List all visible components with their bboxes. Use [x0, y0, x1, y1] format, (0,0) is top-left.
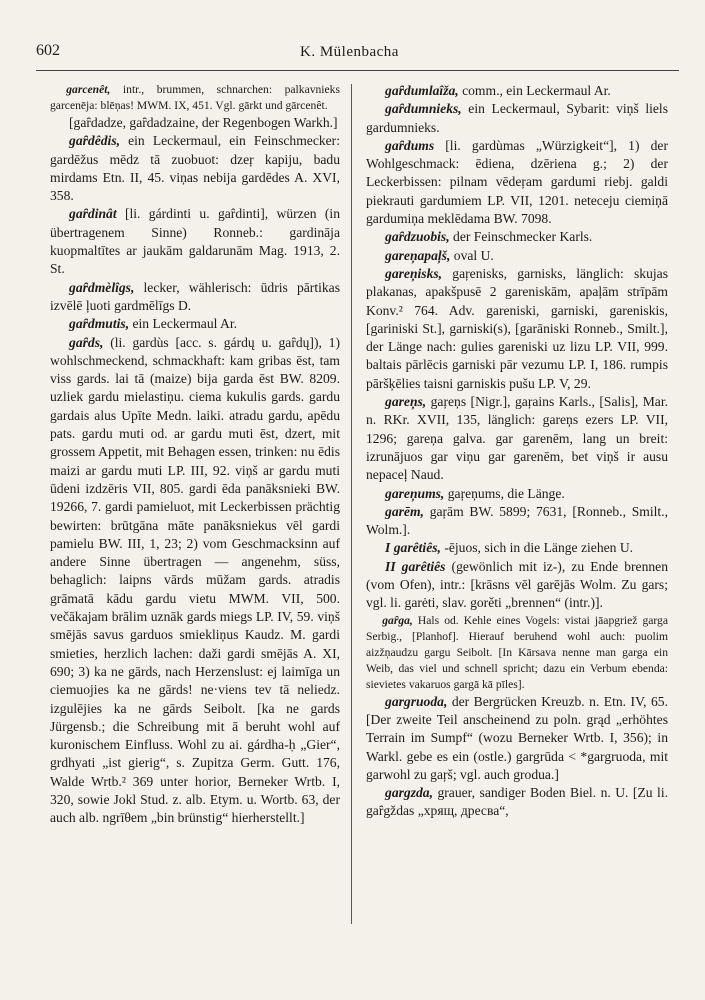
entry-headword: gareņapaļš, — [385, 247, 451, 263]
entry-definition: der Feinschmecker Karls. — [449, 229, 593, 245]
running-head: K. Mülenbacha — [300, 44, 399, 60]
entry-headword: gaȓds, — [69, 334, 104, 350]
entry-definition: lecker, wählerisch: ūdris pārtikas izvēlē ļuoti gardmēlīgs D. — [50, 279, 340, 313]
dictionary-entry — [366, 539, 668, 557]
dictionary-entry — [366, 558, 668, 613]
entry-definition: [li. gardùmas „Würzigkeit“], 1) der Wohlgeschmack: ēdiena, dzēriena g.; 2) der Leckerbissen: pilnam vēdeŗam gardumi riebj. galdi piekrauti gardumiem LP. VII, 1201. neteceju ciemiņā gardumiņa meklēdama BW. 7098. — [366, 137, 668, 227]
entry-definition: gaŗeņums, die Länge. — [444, 485, 565, 501]
entry-definition: [li. gárdinti u. gaȓdinti], würzen (in übertragenem Sinne) Ronneb.: gardināja kuopmaltītes ar jaukām galdarunām Mag. 1913, 2. St. — [50, 206, 340, 277]
entry-definition: (gewönlich mit iz-), zu Ende brennen (vom Ofen), intr.: [krāsns vēl garējās Wolm. Zu gars; vgl. li. garėti, slav. gorěti „brennen“ (intr.)]. — [366, 558, 668, 611]
dictionary-entry — [366, 82, 668, 100]
dictionary-entry — [366, 613, 668, 693]
dictionary-entry — [50, 334, 340, 828]
entry-definition: comm., ein Leckermaul Ar. — [458, 83, 611, 98]
entry-definition: ein Leckermaul Ar. — [129, 316, 238, 332]
column-divider — [351, 84, 352, 924]
entry-definition: oval U. — [450, 247, 494, 263]
entry-headword: gaȓga, — [382, 613, 413, 627]
header-rule — [36, 70, 679, 71]
dictionary-entry — [366, 265, 668, 393]
entry-headword: gaȓdinât — [69, 206, 117, 222]
right-column — [366, 82, 668, 821]
entry-definition: -ējuos, sich in die Länge ziehen U. — [440, 540, 634, 556]
dictionary-entry — [50, 82, 340, 114]
entry-headword: gaȓdums — [385, 137, 435, 153]
entry-headword: gareņs, — [385, 394, 427, 410]
entry-definition: grauer, sandiger Boden Biel. n. U. [Zu li. gaȓgždas „хрящ, дресва“, — [366, 785, 668, 819]
entry-definition: ein Leckermaul, ein Feinschmecker: gardēžus mēdz tā zuobuot: dzeŗ kapiju, badu mirdams Etn. II, 45. viņas nebija gardēdes A. XVI, 358. — [50, 133, 340, 204]
dictionary-entry — [50, 315, 340, 333]
entry-definition: Hals od. Kehle eines Vogels: vistai jāapgriež garga Serbig., [Planhof]. Hierauf beruhend wohl auch: puolim aizžņaudzu gargu Seibolt. [In Kārsava nenne man garga ein Weib, das viel und schnell spricht; dazu ein Verbum ebenda: sievietes vakaruos gargā kā pīles]. — [366, 613, 668, 691]
entry-definition: (li. gardùs [acc. s. gárdų u. gaȓdų]), 1) wohlschmeckend, schmackhaft: kam gribas ēst, tam viss gards. lai tā (maize) bija garda ēst BW. 8209. uzliek gardu mielastiņu. ciema kukulis gards. gardu gardais alus Upīte Medn. laiki. atradu gardu, apēdu pats. gardu muti od. ar gardu muti ēst, dzert, mit grossem Appetit, mit Behagen essen, trinken: nu ēdis maizi ar gardu muti LP. III, 92. viņš ar gardu muti ūdeni izdzēris VII, 805. gardi ēda panāksnieki BW. 19266, 7. gardi pamieluot, mit Leckerbissen prächtig bewirten: brūtgāna māte panāksniekus vēl gardi pamielu BW. III, 1, 23; 2) vom Geschmacksinn auf andere Sinne übertragen — angenehm, süss, behaglich: laipns vārds mūžam gards. atradis grāmatā kādu gardu vietu MWM. VII, 500. večākajam brālim uznāk gards miegs LP. IV, 59. viņš smējās savus garduos smiekliņus Kaudz. M. gardi smieties, herzlich lachen: daži gardi smējās A. XI, 690; 3) ka ne gārds, nach Herzenslust: ej laimīga un ciemuojies ka ne gārds! ne·viens tev tā neliedz. izgulējies ka ne gārds Seibolt. [ka ne gards Jürgensb.; die Schreibung mit ā beruht wohl auf kuronischem Einfluss. Wohl zu ai. gárdha-ḥ „Gier“, grdhyati „ist gierig“, s. Zupitza Germ. Gutt. 176, Walde Wrtb.² 369 unter horior, Berneker Wrtb. I, 320, sowie Jokl Stud. z. alb. Etym. u. Wortb. 63, der auch alb. ngrīθem „bin brünstig“ hierherstellt.] — [50, 334, 340, 826]
entry-headword: II garêtiês — [385, 558, 446, 574]
dictionary-entry — [50, 114, 340, 132]
dictionary-entry — [366, 784, 668, 821]
entry-headword: I garêtiês, — [385, 540, 441, 556]
entry-headword: gargruoda, — [385, 693, 448, 709]
dictionary-entry — [366, 485, 668, 503]
entry-headword: gargzda, — [385, 785, 433, 801]
dictionary-entry — [366, 503, 668, 540]
entry-headword: gareņums, — [385, 485, 445, 501]
entry-definition: gaŗenisks, garnisks, länglich: skujas plakanas, apakšpusē 2 gareniskām, apaļām strīpām Konv.² 764. Adv. gareniski, garniski, gareniskis, [gariniski St.], garniski(s), [garāniski Ronneb., Smilt.], der Länge nach: gulies gareniski uz lizu LP. VII, 999. baltais pārlēcis garniski pār vezumu LP. I, 186. rumpis pāršķēlies taisni garniskis pušu LP. V, 29. — [366, 265, 668, 391]
dictionary-entry — [366, 247, 668, 265]
dictionary-entry — [366, 100, 668, 137]
left-column — [50, 82, 340, 828]
entry-definition: ein Leckermaul, Sybarit: viņš liels gardumnieks. — [366, 101, 668, 135]
dictionary-entry — [366, 137, 668, 228]
dictionary-entry — [50, 279, 340, 316]
entry-definition: gaŗeņs [Nigr.], gaŗains Karls., [Salis], Mar. n. RKr. XVII, 135, länglich: gareņs ezers LP. VII, 1296; gareņa galva. gar garenēm, lang un breit: izrunājuos gar viņu gar garenēm, bet viņš ir ausu nepaceļ Naud. — [366, 394, 668, 483]
entry-headword: gaȓdzuobis, — [385, 229, 450, 245]
entry-headword: gaȓdmutis, — [69, 316, 130, 332]
page-number: 602 — [36, 42, 60, 59]
dictionary-entry — [50, 132, 340, 205]
entry-definition: intr., brummen, schnarchen: palkavnieks garcenēja: blēņas! MWM. IX, 451. Vgl. gārkt und gārcenêt. — [50, 83, 340, 112]
entry-headword: garcenêt, — [66, 83, 111, 96]
entry-headword: garēm, — [385, 503, 424, 519]
entry-headword: gaȓdumlaîža, — [385, 83, 459, 98]
entry-headword: gareņisks, — [385, 265, 443, 281]
dictionary-entry — [50, 205, 340, 278]
dictionary-entry — [366, 693, 668, 784]
entry-headword: gaȓdêdis, — [69, 133, 121, 149]
entry-headword: gaȓdumnieks, — [385, 101, 462, 117]
dictionary-entry — [366, 393, 668, 484]
entry-definition: der Bergrücken Kreuzb. n. Etn. IV, 65. [Der zweite Teil anscheinend zu poln. grąd „erhöhtes Terrain im Sumpf“ (wozu Berneker Wrtb. I, 356); in Warkl. gebe es ein (ostle.) gargrūda < *gargruoda, mit garwohl zu gaŗš; vgl. auch groduа.] — [366, 693, 668, 782]
entry-definition: [gaȓdadze, gaȓdadzaine, der Regenbogen Warkh.] — [69, 115, 338, 130]
dictionary-entry — [366, 228, 668, 246]
entry-definition: gaŗām BW. 5899; 7631, [Ronneb., Smilt., Wolm.]. — [366, 503, 668, 538]
entry-headword: gaȓdmèlîgs, — [69, 279, 135, 295]
